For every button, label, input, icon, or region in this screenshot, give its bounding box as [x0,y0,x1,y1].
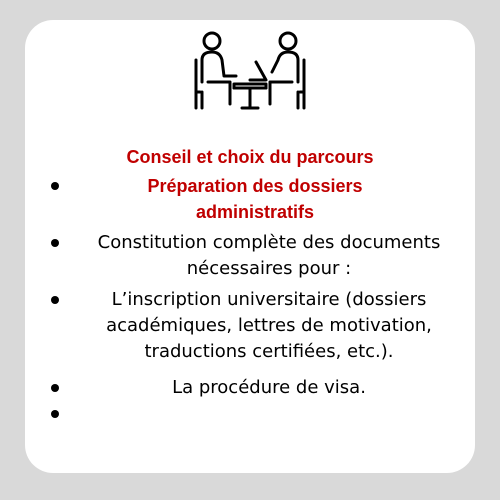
list-item-line: académiques, lettres de motivation, [106,315,432,336]
list-item-line: nécessaires pour : [186,258,352,279]
consultation-meeting-icon [190,30,310,130]
list-item-line: Constitution complète des documents [97,232,441,253]
list-item-line: L’inscription universitaire (dossiers [111,289,427,310]
bullet-marker [51,410,59,418]
list-item-line: Préparation des dossiers [147,176,363,196]
bullet-marker [51,182,59,190]
bullet-marker [51,296,59,304]
bullet-marker [51,384,59,392]
bullet-marker [51,239,59,247]
list-item-line: administratifs [195,202,315,222]
section-heading: Conseil et choix du parcours [126,147,374,167]
list-item-line: traductions certifiées, etc.). [144,341,394,362]
list-item-line: La procédure de visa. [172,377,366,398]
